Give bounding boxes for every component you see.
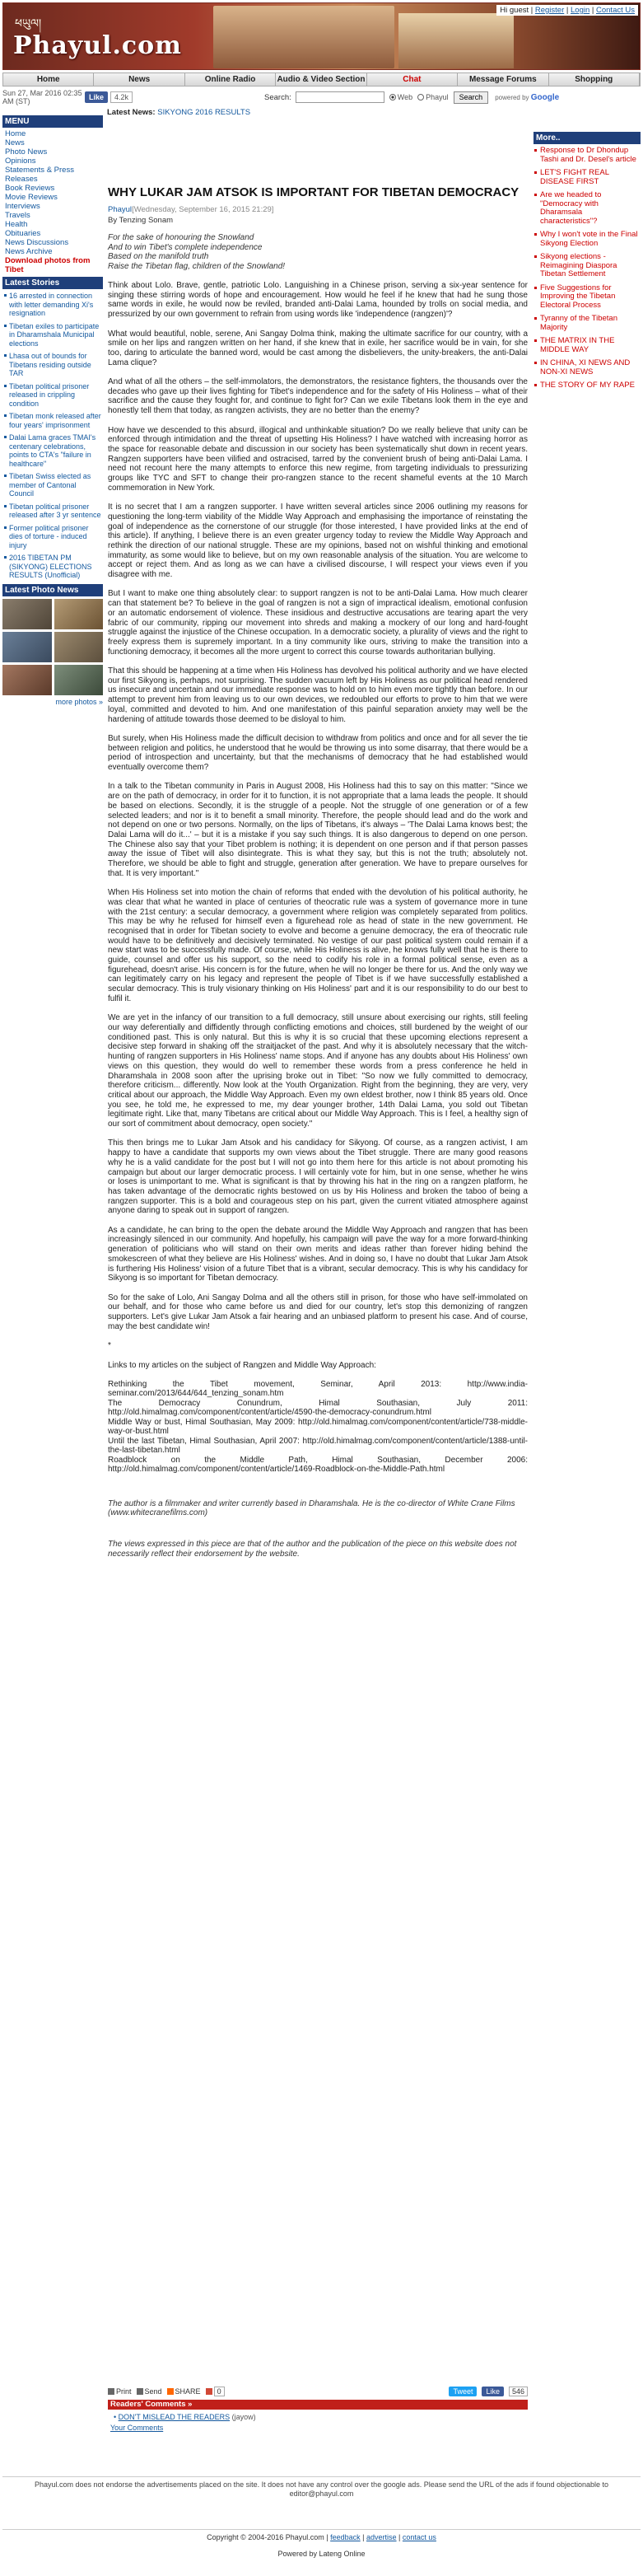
article-separator: *	[108, 1341, 111, 1351]
menu-heading: MENU	[2, 115, 103, 128]
tweet-button[interactable]: Tweet	[449, 2387, 477, 2396]
menu-movie-reviews[interactable]: Movie Reviews	[5, 193, 58, 202]
radio-phayul[interactable]	[417, 94, 424, 101]
printer-icon	[108, 2388, 114, 2395]
article-paragraph: So for the sake of Lolo, Ani Sangay Dolma and all the others still in prison, for those who have self-immolated on our behalf, and for those who came before us and died for our country, let's stop this demonizing of rangzen supporters. Let's give Lukar Jam Atsok a fair hearing and an unbiased platform to present his case. And of course, may the best candidate win!	[108, 1293, 528, 1331]
sub-bar	[2, 88, 641, 106]
feedback-link[interactable]: feedback	[330, 2533, 361, 2541]
story-link[interactable]: Tibetan political prisoner released in crippling condition	[2, 382, 103, 409]
sidebar-menu	[2, 129, 103, 274]
site-logo[interactable]: Phayul.com	[13, 31, 182, 60]
article-dateline	[108, 205, 528, 214]
comment-author: (jayow)	[231, 2413, 256, 2421]
logo-tibetan-script: ཕཡུལ།	[15, 17, 42, 30]
reference-link[interactable]: Rethinking the Tibet movement, Seminar, April 2013: http://www.india-seminar.com/2013/644/644_tenzing_sonam.htm	[108, 1379, 528, 1399]
envelope-icon	[137, 2388, 143, 2395]
current-date: Sun 27, Mar 2016 02:35 AM (ST)	[2, 89, 82, 105]
article-paragraph: But I want to make one thing absolutely clear: to support rangzen is not to be anti-Dalai Lama. How much clearer can that statement be? To believe in the goal of rangzen is not a sign of impractical idealism, emotional confusion or an automatic endorsement of violence. These insidious and destructive accusations are tearing apart the very fabric of our community, ripping our movement into shreds and making a mockery of our long and hard-fought struggle against the injustice of the Chinese occupation. In a democratic society, a plurality of views and the right to freely express them is supremely important. In a tiny community like ours, striving to make the transition into a functioning democracy, it becomes all the more urgent to correct this course towards authoritarian bullying.	[108, 589, 528, 657]
story-link[interactable]: Lhasa out of bounds for Tibetans residing outside TAR	[2, 352, 103, 378]
facebook-like-button[interactable]: Like	[85, 91, 108, 103]
facebook-like-button-article[interactable]: Like	[482, 2387, 504, 2396]
article-paragraph: This then brings me to Lukar Jam Atsok and his candidacy for Sikyong. Of course, as a rangzen activist, I am happy to have a candidate that supports my own views about the Tibet struggle. There are many good reasons why he is a valid candidate for the post but I will not go into them here for this article is not about promoting his campaign but about our larger democratic process. I will certainly vote for him, but in one sense, whether he wins or loses is unimportant to me. What is significant is that by throwing his hat in the ring on a rangzen platform, he has taken advantage of the democratic rights bestowed on us by His Holiness and broken the taboo of being a rangzen supporter. This is a bold and courageous step on his part, given the current vitiated atmosphere against anyone daring to speak out in support of rangzen.	[108, 1138, 528, 1216]
contact-us-link[interactable]: contact us	[402, 2533, 436, 2541]
article-title: WHY LUKAR JAM ATSOK IS IMPORTANT FOR TIBETAN DEMOCRACY	[108, 185, 520, 199]
facebook-like-count: 4.2k	[110, 91, 133, 103]
send-button[interactable]	[137, 2387, 162, 2396]
menu-book-reviews[interactable]: Book Reviews	[5, 184, 55, 193]
article-date: [Wednesday, September 16, 2015 21:29]	[132, 205, 274, 214]
author-note: The author is a filmmaker and writer currently based in Dharamshala. He is the co-director of White Crane Films (www.whitecranefilms.com)	[108, 1498, 515, 1518]
reference-link[interactable]: Middle Way or bust, Himal Southasian, May 2009: http://old.himalmag.com/component/content/article/738-middle-way-or-bust.html	[108, 1417, 528, 1437]
story-link[interactable]: Tibetan political prisoner released after 3 yr sentence	[2, 503, 103, 520]
poem-line: For the sake of honouring the Snowland	[108, 233, 254, 242]
story-link[interactable]: Former political prisoner dies of torture - induced injury	[2, 524, 103, 550]
photo-thumbnail[interactable]	[2, 632, 52, 662]
google-logo: Google	[530, 92, 560, 102]
related-article-link[interactable]: Are we headed to "Democracy with Dharamsala characteristics"?	[534, 191, 641, 226]
poem-line: Raise the Tibetan flag, children of the Snowland!	[108, 261, 286, 271]
nav-news[interactable]: News	[94, 73, 184, 86]
latest-news-ticker	[107, 108, 250, 117]
photo-thumbnail[interactable]	[2, 665, 52, 695]
article-paragraph: In a talk to the Tibetan community in Paris in August 2008, His Holiness had this to say on this matter: "Since we are on the path of democracy, in order for it to function, it is not appropriate that a lama leads the people. It should be based on elections. Secondly, it is the struggle of a people. Not the struggle of one generation or of a few selected leaders; and nor is it to benefit a small minority. Therefore, the people should lead and do the work and not depend on one or two persons. Normally, on the lips of Tibetans, it's always – 'The Dalai Lama knows best; the Dalai Lama will do it...' – but it is a mistake if you say such things. It is also dangerous to depend on one person. The Chinese also say that your Tibet problem is nothing; it is dependent on one person and if that person passes away the issue of Tibet will also disintegrate. This is what they say, but this is not the truth; absolutely not. Therefore, we should be able to fight and struggle, generation after generation. We have to prepare ourselves for that. It is very important."	[108, 782, 528, 878]
search-button[interactable]: Search	[454, 91, 489, 104]
site-header	[0, 0, 643, 72]
google-prefix: powered by	[495, 93, 529, 101]
article-paragraph: And what of all the others – the self-immolators, the demonstrators, the resistance fighters, the thousands over the decades who gave up their lives fighting for Tibet's independence and for the safety of His Holiness – what of their sacrifice and the cause they fought for, and continue to fight for? Can we exile Tibetans look them in the eye and honestly tell them that today, as rangzen activists, they are no better than the enemy?	[108, 377, 528, 416]
article-paragraph: But surely, when His Holiness made the difficult decision to withdraw from politics and once and for all sever the tie between religion and politics, he understood that he would be throwing us into some disarray, that there would be a period of introspection and uncertainty, but that the mechanisms of democracy that he had established would eventually overcome them?	[108, 733, 528, 773]
article-paragraph: What would beautiful, noble, serene, Ani Sangay Dolma think, making the ultimate sacrifice for our country, with a smile on her lips and rangzen written on her hand, if she knew that in exile, her sacrifice would be in vain, for she too, daring to articulate the banned word, would be cast among the disbelievers, the unity-breakers, the anti-Dalai Lama clique?	[108, 329, 528, 367]
login-link[interactable]: Login	[571, 6, 590, 15]
photo-thumbnail[interactable]	[54, 632, 104, 662]
google-plus-button[interactable]	[206, 2387, 225, 2396]
menu-news-discussions[interactable]: News Discussions	[5, 238, 69, 247]
comment-title[interactable]: DON'T MISLEAD THE READERS	[118, 2413, 231, 2421]
photo-thumbnails	[2, 599, 103, 695]
article-paragraph: We are yet in the infancy of our transition to a full democracy, still unsure about exercising our rights, still feeling our way deferentially and diffidently through conflicting emotions and choices, still burdened by the weight of our conditioned past. This is only natural. But this is why it is so crucial that these upcoming elections represent a decisive step forward in shaking off the straitjacket of the past. And why it is absolutely necessary that the witch-hunting of rangzen supporters in His Holiness' name stops. And if anyone has any doubts about His Holiness' own views on this question, they would do well to remember these words from a press conference he held in Dharamshala in 2008 soon after the uprising broke out in Tibet: "So now we fully committed to democracy, therefore criticism... differently. Now look at the Youth Organization. Right from the beginning, they are very, very critical about our approach, the Middle Way Approach. Even my own eldest brother, now I think 85 years old. Once you see, he told me, he expressed to me, my dear younger brother, 14th Dalai Lama, you sold out Tibetan legitimate right. Like that, many Tibetans are critical about our Middle Way Approach. This is I feel, a healthy sign of our sort of commitment about democracy, open society."	[108, 1013, 528, 1129]
photo-thumbnail[interactable]	[54, 599, 104, 629]
nav-online-radio[interactable]: Online Radio	[185, 73, 276, 86]
send-label: Send	[144, 2387, 162, 2396]
latest-photo-news-heading: Latest Photo News	[2, 584, 103, 596]
related-article-link[interactable]: THE STORY OF MY RAPE	[534, 381, 641, 390]
menu-news[interactable]: News	[5, 138, 25, 147]
search-label: Search:	[264, 92, 291, 102]
google-plus-count: 0	[214, 2387, 225, 2396]
article-author: By Tenzing Sonam	[108, 216, 174, 225]
menu-interviews[interactable]: Interviews	[5, 202, 40, 211]
radio-phayul-label: Phayul	[426, 93, 449, 101]
article-paragraph: When His Holiness set into motion the chain of reforms that ended with the devolution of his political authority, he was clear that what he wanted in place of centuries of theocratic rule was a system of governance more in tune with the 21st century: a secular democracy, a government where religion was completely separated from politics. This may be why he refused for himself even a figurehead role as head of state in the new government. He recognised that in order for Tibetan society to evolve and become a genuine democracy, the era of theocratic rule would have to be definitively and decisively terminated. No vestige of our past political system could remain if a new start was to be successfully made. Of course, while His Holiness is alive, he knows fully well that he is there to guide, counsel and offer us his support, so the need to codify his role in a formal political sense, even as a figurehead, doesn't arise. His concern is for the future, when he will no longer be there for us. And the only way we can legitimately carry on his legacy and represent the people of Tibet is if we have successfully established a secular democracy. This is truly visionary thinking on His Holiness' part and it is our responsibility to do our best to fulfil it.	[108, 888, 528, 1003]
more-photos-link[interactable]: more photos »	[55, 697, 103, 706]
reference-link[interactable]: The Democracy Conundrum, Himal Southasian, July 2011: http://old.himalmag.com/component/content/article/4590-the-democracy-conundrum.html	[108, 1398, 528, 1418]
related-article-link[interactable]: IN CHINA, XI NEWS AND NON-XI NEWS	[534, 359, 641, 376]
latest-stories-heading: Latest Stories	[2, 277, 103, 289]
advertise-link[interactable]: advertise	[366, 2533, 397, 2541]
top-links: Hi guest | Register | Login | Contact Us	[496, 5, 638, 16]
radio-web[interactable]	[389, 94, 396, 101]
ads-disclaimer: Phayul.com does not endorse the advertisements placed on the site. It does not have any control over the google ads. Please send the URL of the ads if found objectionable to editor@phayul.com	[2, 2476, 641, 2499]
story-link[interactable]: Tibetan monk released after four years' imprisonment	[2, 412, 103, 429]
left-sidebar	[2, 115, 103, 706]
google-plus-icon	[206, 2388, 212, 2395]
greeting: Hi guest	[500, 6, 529, 15]
latest-news-item[interactable]: SIKYONG 2016 RESULTS	[157, 108, 251, 117]
views-disclaimer: The views expressed in this piece are that of the author and the publication of the piece on this website does not necessarily reflect their endorsement by the website.	[108, 1539, 517, 1559]
copyright-text: Copyright © 2004-2016 Phayul.com	[207, 2533, 324, 2541]
story-link[interactable]: Dalai Lama graces TMAI's centenary celebrations, points to CTA's "failure in healthcare"	[2, 433, 103, 468]
copyright-bar: Copyright © 2004-2016 Phayul.com | feedback | advertise | contact us	[2, 2529, 641, 2541]
main-nav	[2, 72, 641, 86]
menu-travels[interactable]: Travels	[5, 211, 30, 220]
share-icon	[167, 2388, 174, 2395]
readers-comments-heading[interactable]: Readers' Comments »	[108, 2400, 528, 2410]
facebook-like-count-article: 546	[509, 2387, 528, 2396]
banner-photo-secondary	[398, 13, 514, 68]
search-input[interactable]	[296, 91, 384, 103]
nav-home[interactable]: Home	[3, 73, 94, 86]
related-article-link[interactable]: Tyranny of the Tibetan Majority	[534, 315, 641, 332]
poem-line: And to win Tibet's complete independence	[108, 242, 263, 252]
menu-statements[interactable]: Statements & Press Releases	[5, 166, 74, 184]
menu-health[interactable]: Health	[5, 220, 28, 229]
reference-link[interactable]: Roadblock on the Middle Path, Himal Southasian, December 2006: http://old.himalmag.com/component/content/article/1469-Roadblock-on-the-Middle-Path.html	[108, 1455, 528, 1475]
latest-news-label: Latest News:	[107, 108, 156, 117]
article-site: Phayul	[108, 205, 133, 214]
related-article-link[interactable]: Five Suggestions for Improving the Tibetan Electoral Process	[534, 284, 641, 311]
menu-photo-news[interactable]: Photo News	[5, 147, 48, 157]
powered-by: Powered by Lateng Online	[277, 2550, 366, 2558]
poem-line: Based on the manifold truth	[108, 252, 209, 261]
photo-thumbnail[interactable]	[54, 665, 104, 695]
article	[108, 185, 528, 1559]
related-article-link[interactable]: Why I won't vote in the Final Sikyong Election	[534, 231, 641, 248]
nav-message-forums[interactable]: Message Forums	[458, 73, 548, 86]
radio-web-label: Web	[397, 93, 413, 101]
share-label: SHARE	[175, 2387, 201, 2396]
article-paragraph: Think about Lolo. Brave, gentle, patriotic Lolo. Languishing in a Chinese prison, serving a six-year sentence for singing these stirring words of hope and encouragement. How would he feel if he knew that had he sung those same words in exile, he would now be reviled, branded anti-Dalai Lama, hounded by trolls on social media, and pressurized by our own government to refrain from using words like 'independence (rangzen)'?	[108, 281, 528, 320]
links-heading: Links to my articles on the subject of Rangzen and Middle Way Approach:	[108, 1360, 376, 1370]
related-article-link[interactable]: Sikyong elections - Reimagining Diaspora Tibetan Settlement	[534, 253, 641, 279]
nav-shopping[interactable]: Shopping	[549, 73, 640, 86]
menu-download-photos[interactable]: Download photos from Tibet	[5, 256, 91, 274]
more-heading: More..	[534, 132, 641, 144]
contact-link[interactable]: Contact Us	[596, 6, 635, 15]
article-paragraph: It is no secret that I am a rangzen supporter. I have written several articles since 2006 outlining my reasons for questioning the long-term viability of the Middle Way Approach and emphasising the importance of reinstating the goal of independence as the cornerstone of our struggle (for those interested, I have provided links at the end of this article). If anything, I believe there is an even greater urgency today to review the Middle Way Approach and rethink the direction of our national struggle. These are my opinions, based not on wishful thinking and emotional immaturity, as some would like to believe, but on my own reasonable analysis of the situation. You are welcome to accept or reject them. And as long as we can have a civilised discourse, I will respect your views even if you disagree with me.	[108, 503, 528, 580]
right-sidebar	[534, 132, 641, 395]
menu-obituaries[interactable]: Obituaries	[5, 229, 41, 238]
menu-news-archive[interactable]: News Archive	[5, 247, 53, 256]
related-article-link[interactable]: LET'S FIGHT REAL DISEASE FIRST	[534, 169, 641, 186]
reference-link[interactable]: Until the last Tibetan, Himal Southasian, April 2007: http://old.himalmag.com/component/content/article/1388-until-the-last-tibetan.html	[108, 1436, 528, 1456]
print-button[interactable]	[108, 2387, 132, 2396]
share-button[interactable]	[167, 2387, 201, 2396]
story-link[interactable]: 16 arrested in connection with letter demanding Xi's resignation	[2, 292, 103, 318]
powered-by-google	[495, 93, 559, 102]
your-comments-link[interactable]: Your Comments	[110, 2424, 164, 2432]
story-link[interactable]: Tibetan Swiss elected as member of Cantonal Council	[2, 472, 103, 498]
print-label: Print	[116, 2387, 132, 2396]
story-link[interactable]: Tibetan exiles to participate in Dharamshala Municipal elections	[2, 322, 103, 348]
nav-audio-video[interactable]: Audio & Video Section	[276, 73, 366, 86]
photo-thumbnail[interactable]	[2, 599, 52, 629]
article-paragraph: That this should be happening at a time when His Holiness has devolved his political authority and we have elected our first Sikyong is, perhaps, not surprising. The sudden vacuum left by His Holiness as our political head rendered us insecure and uncertain and our immediate response was to hold on to him even more tightly than before. In our attempt to prevent him from leaving us to our own devices, we redoubled our efforts to prove to him that we were loyal, committed and devoted to him. And one manifestation of this painful separation anxiety may well be the hardening of attitude towards those deemed to be disloyal to him.	[108, 666, 528, 724]
banner-photo	[213, 6, 394, 68]
share-bar	[108, 2384, 528, 2399]
menu-home[interactable]: Home	[5, 129, 26, 138]
article-paragraph: As a candidate, he can bring to the open the debate around the Middle Way Approach and rangzen that has been increasingly silenced in our community. And hopefully, his campaign will pave the way for a more forward-thinking generation of politicians who will stand on their own merits and ideas rather than forever hiding behind the smokescreen of what they believe are His Holiness' wishes. And in doing so, I have no doubt that Lukar Jam Atsok is furthering His Holiness' vision of a future Tibet that is a vibrant, secular democracy. This is why his candidacy for Sikyong is so important for Tibetan democracy.	[108, 1225, 528, 1283]
related-article-link[interactable]: Response to Dr Dhondup Tashi and Dr. Desel's article	[534, 147, 641, 164]
article-poem	[108, 233, 528, 271]
story-link[interactable]: 2016 TIBETAN PM (SIKYONG) ELECTIONS RESULTS (Unofficial)	[2, 554, 103, 580]
menu-opinions[interactable]: Opinions	[5, 157, 36, 166]
comment-item[interactable]: • DON'T MISLEAD THE READERS (jayow)	[114, 2413, 256, 2421]
article-paragraph: How have we descended to this absurd, illogical and unthinkable situation? Do we really believe that unity can be enforced through intimidation and the threat of upsetting His Holiness? I have watched with increasing horror as the space for reasonable debate and discussion in our society has been systematically shut down in recent years. Rangzen supporters have been vilified and ostracised, tarred by the convenient brush of being anti-Dalai Lama. I need not recount here the many attempts to enforce this new regime, from targeting individuals to pressurizing groups like TYC and SFT to change their pro-rangzen stance to the recent shameful events at the 10 March commemoration in New York.	[108, 425, 528, 493]
register-link[interactable]: Register	[534, 6, 565, 15]
nav-chat[interactable]: Chat	[367, 73, 458, 86]
related-article-link[interactable]: THE MATRIX IN THE MIDDLE WAY	[534, 337, 641, 354]
